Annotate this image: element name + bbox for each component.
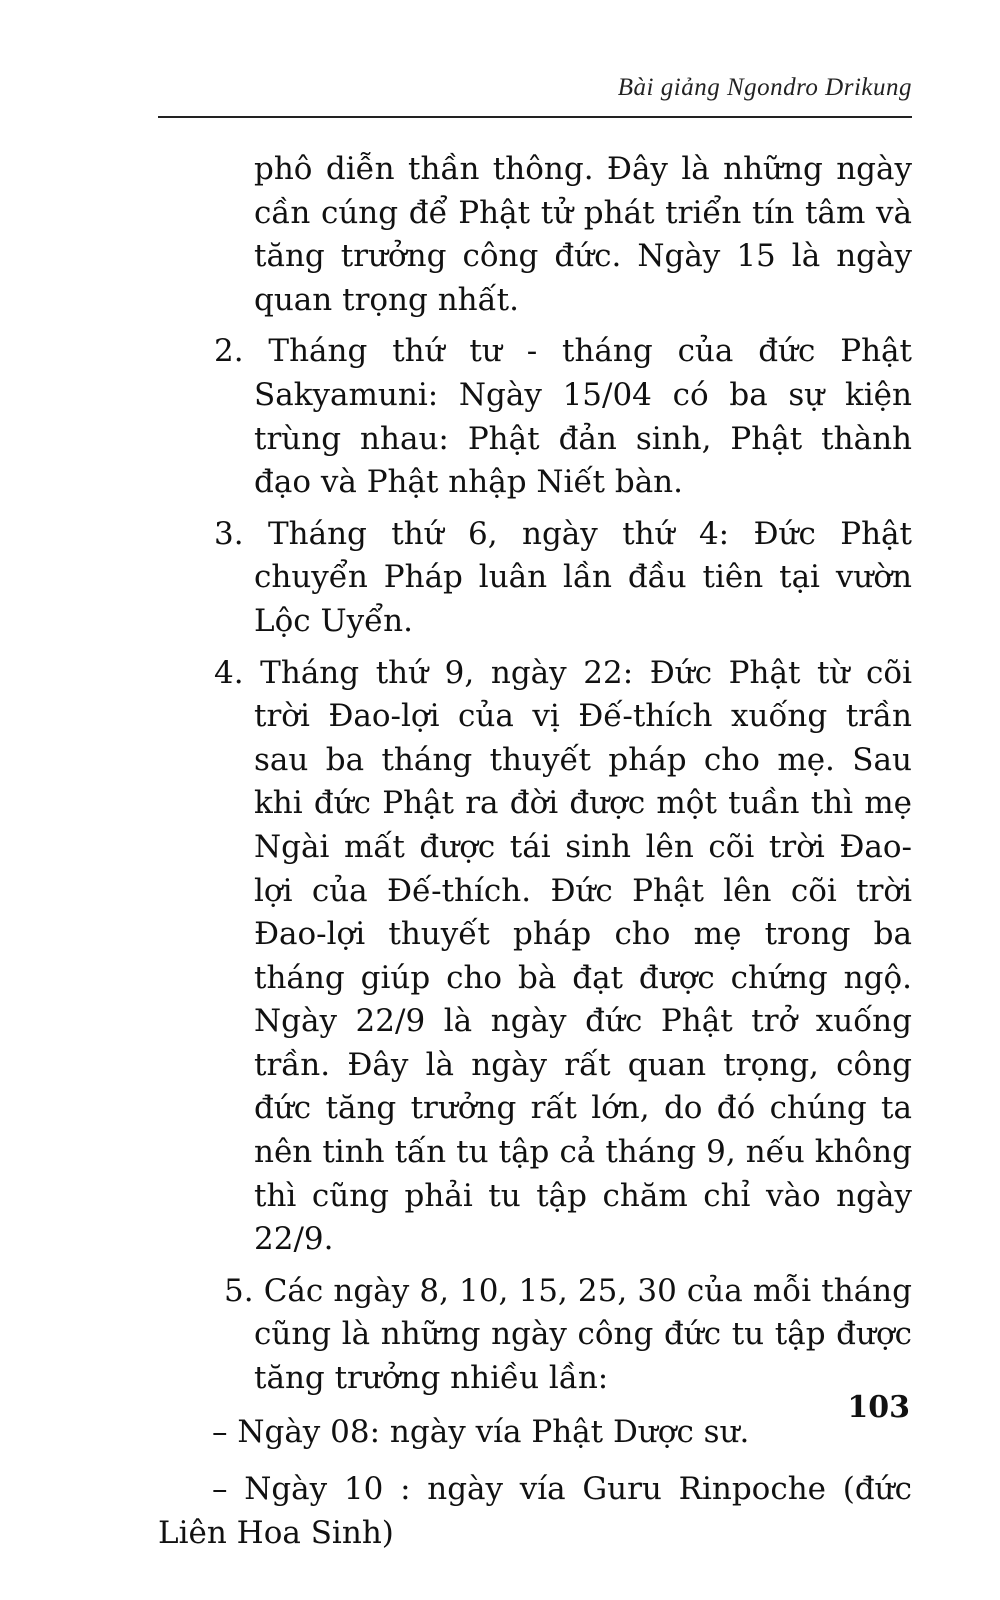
page-number: 103 — [847, 1390, 910, 1425]
list-item-2: 2. Tháng thứ tư - tháng của đức Phật Sakyamuni: Ngày 15/04 có ba sự kiện trùng nhau: Phật đản sinh, Phật thành đạo và Phật nhập Niết bàn. — [214, 333, 912, 501]
list-item-4: 4. Tháng thứ 9, ngày 22: Đức Phật từ cõi trời Đao-lợi của vị Đế-thích xuống trần sau ba tháng thuyết pháp cho mẹ. Sau khi đức Phật ra đời được một tuần thì mẹ Ngài mất được tái sinh lên cõi trời Đao-lợi của Đế-thích. Đức Phật lên cõi trời Đao-lợi thuyết pháp cho mẹ trong ba tháng giúp cho bà đạt được chứng ngộ. Ngày 22/9 là ngày đức Phật trở xuống trần. Đây là ngày rất quan trọng, công đức tăng trưởng rất lớn, do đó chúng ta nên tinh tấn tu tập cả tháng 9, nếu không thì cũng phải tu tập chăm chỉ vào ngày 22/9. — [214, 654, 912, 1258]
continuation-paragraph: phô diễn thần thông. Đây là những ngày cần cúng để Phật tử phát triển tín tâm và tăng trưởng công đức. Ngày 15 là ngày quan trọng nhất. — [254, 151, 912, 318]
page-body — [158, 148, 912, 1565]
list-item-3: 3. Tháng thứ 6, ngày thứ 4: Đức Phật chuyển Pháp luân lần đầu tiên tại vườn Lộc Uyển. — [214, 515, 912, 639]
dash-item-day-08: – Ngày 08: ngày vía Phật Dược sư. — [212, 1413, 750, 1450]
dash-item-day-10: – Ngày 10 : ngày vía Guru Rinpoche (đức Liên Hoa Sinh) — [158, 1471, 912, 1551]
header-divider — [158, 116, 912, 118]
list-item-5: 5. Các ngày 8, 10, 15, 25, 30 của mỗi tháng cũng là những ngày công đức tu tập được tăng trưởng nhiều lần: — [224, 1272, 912, 1397]
running-header-title: Bài giảng Ngondro Drikung — [617, 74, 912, 101]
